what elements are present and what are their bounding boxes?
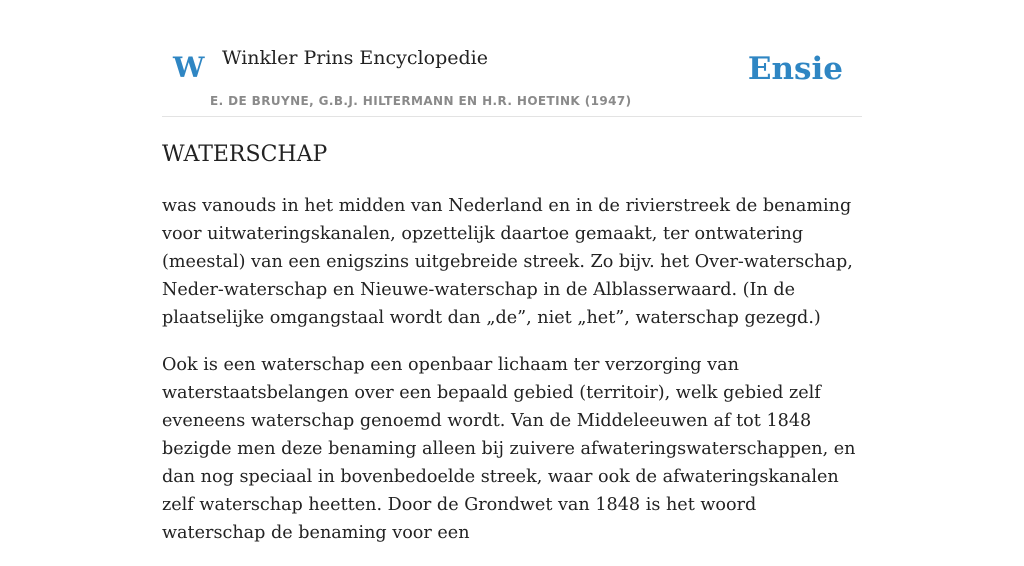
source-authors: E. DE BRUYNE, G.B.J. HILTERMANN EN H.R. HOETINK (1947) bbox=[210, 94, 632, 108]
winkler-prins-logo[interactable]: W bbox=[173, 51, 205, 84]
article-paragraph: was vanouds in het midden van Nederland en in de rivierstreek de benaming voor uitwateringskanalen, opzettelijk daartoe gemaakt, ter ontwatering (meestal) van een enigszins uitgebreide streek. Zo bijv. het Over-waterschap, Neder-waterschap en Nieuwe-waterschap in de Alblasserwaard. (In de plaatselijke omgangstaal wordt dan „de”, niet „het”, waterschap gezegd.) bbox=[162, 196, 853, 328]
source-title-link[interactable]: Winkler Prins Encyclopedie bbox=[222, 47, 488, 69]
source-header bbox=[162, 40, 862, 117]
ensie-brand-logo[interactable]: Ensie bbox=[747, 51, 843, 87]
article-paragraph: Ook is een waterschap een openbaar lichaam ter verzorging van waterstaatsbelangen over een bepaald gebied (territoir), welk gebied zelf eveneens waterschap genoemd wordt. Van de Middeleeuwen af tot 1848 bezigde men deze benaming alleen bij zuivere afwateringswaterschappen, en dan nog speciaal in bovenbedoelde streek, waar ook de afwateringskanalen zelf waterschap heetten. Door de Grondwet van 1848 is het woord waterschap de benaming voor een bbox=[162, 355, 856, 543]
article-body bbox=[162, 192, 864, 566]
article-headword: WATERSCHAP bbox=[162, 142, 328, 167]
